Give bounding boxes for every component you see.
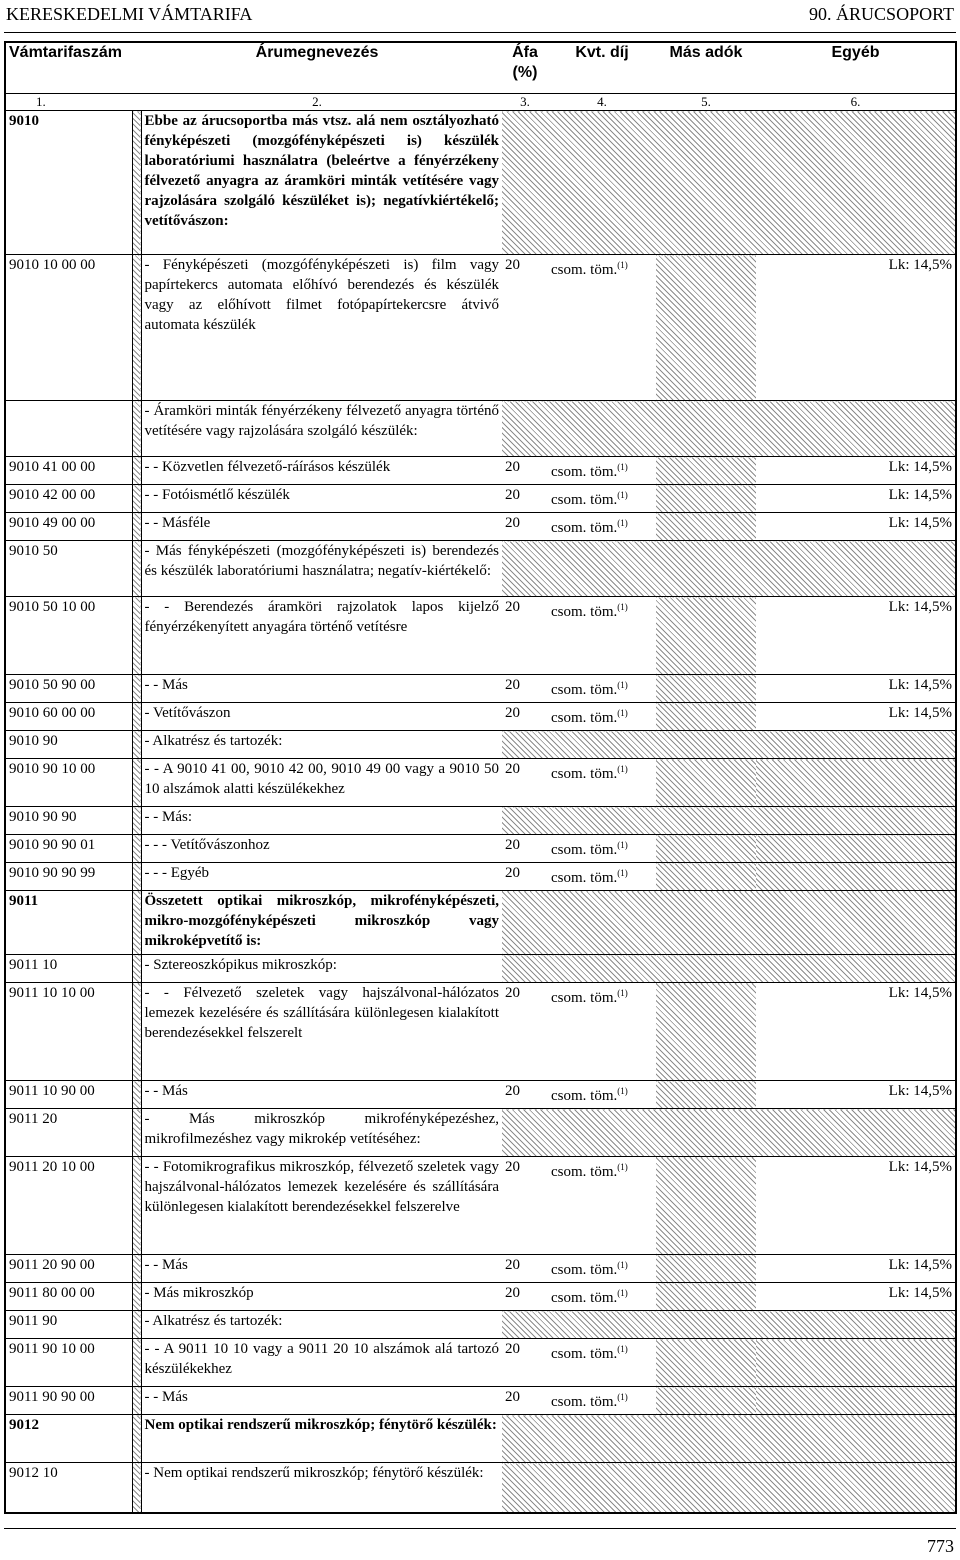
tariff-code: 9011 10 [5,955,132,983]
kvt-fee [548,983,656,1081]
tariff-description: - - - Vetítővászonhoz [141,835,502,863]
misc-value [756,1339,956,1387]
hatched-cell [656,983,756,1081]
column-header-row [5,42,956,94]
hatched-cells [502,1463,956,1513]
tariff-code: 9010 41 00 00 [5,457,132,485]
hatch-strip [132,1387,141,1415]
misc-value: Lk: 14,5% [756,1283,956,1311]
header-group: 90. ÁRUCSOPORT [809,4,954,24]
hatch-strip [132,485,141,513]
hatched-cells [502,1415,956,1463]
tariff-description: - - Fotomikrografikus mikroszkóp, félvezető szeletek vagy hajszálvonal-hálózatos lemezek kezelésére és szállítására különlegesen kialakított berendezésekkel felszerelve [141,1157,502,1255]
tariff-row [5,457,956,485]
vat-rate: 20 [502,597,548,675]
tariff-row [5,1255,956,1283]
tariff-description: - - A 9010 41 00, 9010 42 00, 9010 49 00 vagy a 9010 50 10 alszámok alatti készülékekhez [141,759,502,807]
hatch-strip [132,983,141,1081]
kvt-fee [548,835,656,863]
footnote-ref: (1) [617,708,628,718]
hatched-cells [502,807,956,835]
hatch-strip [132,1081,141,1109]
tariff-row [5,675,956,703]
tariff-code [5,401,132,457]
col-number: 4. [548,94,656,111]
kvt-fee [548,759,656,807]
tariff-description: - Vetítővászon [141,703,502,731]
vat-rate: 20 [502,1283,548,1311]
tariff-description: Összetett optikai mikroszkóp, mikrofényképészeti, mikro-mozgófényképészeti mikroszkóp vagy mikroképvetítő is: [141,891,502,955]
tariff-row [5,703,956,731]
kvt-fee [548,457,656,485]
vat-rate: 20 [502,1081,548,1109]
tariff-code: 9011 90 [5,1311,132,1339]
misc-value: Lk: 14,5% [756,255,956,401]
col-header-code: Vámtarifaszám [9,44,122,61]
misc-value: Lk: 14,5% [756,1157,956,1255]
kvt-fee [548,1157,656,1255]
tariff-description: - - Más [141,1255,502,1283]
tariff-row [5,807,956,835]
tariff-row [5,835,956,863]
hatched-cells [502,731,956,759]
kvt-fee [548,1283,656,1311]
hatch-strip [132,891,141,955]
tariff-row [5,1157,956,1255]
col-number: 1. [5,94,132,111]
col-header-other: Más adók [669,44,743,61]
hatch-strip [132,1283,141,1311]
vat-rate: 20 [502,1339,548,1387]
footnote-ref: (1) [617,680,628,690]
tariff-code: 9010 60 00 00 [5,703,132,731]
kvt-fee [548,597,656,675]
tariff-code: 9011 90 90 00 [5,1387,132,1415]
tariff-description: - - Berendezés áramköri rajzolatok lapos kijelző fényérzékenyített anyagára történő vetítésre [141,597,502,675]
tariff-row [5,513,956,541]
header-title: KERESKEDELMI VÁMTARIFA [6,4,253,24]
kvt-fee [548,485,656,513]
footnote-ref: (1) [617,1392,628,1402]
col-number: 2. [132,94,502,111]
footnote-ref: (1) [617,840,628,850]
col-number: 5. [656,94,756,111]
hatched-cell [656,513,756,541]
hatch-strip [132,111,141,255]
tariff-description: - Alkatrész és tartozék: [141,1311,502,1339]
tariff-row [5,1109,956,1157]
hatched-cells [502,401,956,457]
misc-value: Lk: 14,5% [756,1255,956,1283]
hatched-cells [502,1311,956,1339]
kvt-unit: csom. töm. [551,492,618,508]
tariff-description: Nem optikai rendszerű mikroszkóp; fénytörő készülék: [141,1415,502,1463]
tariff-code: 9011 20 90 00 [5,1255,132,1283]
vat-rate: 20 [502,835,548,863]
col-header-kvt: Kvt. díj [575,44,629,61]
kvt-fee [548,703,656,731]
tariff-code: 9010 49 00 00 [5,513,132,541]
hatch-strip [132,597,141,675]
kvt-unit: csom. töm. [551,710,618,726]
kvt-fee [548,1387,656,1415]
misc-value: Lk: 14,5% [756,485,956,513]
hatched-cells [502,111,956,255]
tariff-code: 9011 10 10 00 [5,983,132,1081]
hatch-strip [132,513,141,541]
tariff-row [5,1081,956,1109]
footnote-ref: (1) [617,868,628,878]
kvt-fee [548,675,656,703]
kvt-unit: csom. töm. [551,464,618,480]
tariff-description: - - Közvetlen félvezető-ráírásos készülék [141,457,502,485]
hatch-strip [132,1157,141,1255]
footnote-ref: (1) [617,490,628,500]
tariff-row [5,1463,956,1513]
hatch-strip [132,1415,141,1463]
hatched-cell [656,1339,756,1387]
footnote-ref: (1) [617,462,628,472]
hatched-cells [502,891,956,955]
tariff-description: - Sztereoszkópikus mikroszkóp: [141,955,502,983]
misc-value [756,835,956,863]
tariff-code: 9011 20 10 00 [5,1157,132,1255]
hatched-cell [656,1081,756,1109]
kvt-unit: csom. töm. [551,1290,618,1306]
hatched-cell [656,1255,756,1283]
kvt-unit: csom. töm. [551,682,618,698]
tariff-description: - - - Egyéb [141,863,502,891]
misc-value: Lk: 14,5% [756,983,956,1081]
misc-value [756,759,956,807]
hatched-cell [656,703,756,731]
tariff-description: - - Más [141,1081,502,1109]
hatch-strip [132,457,141,485]
footnote-ref: (1) [617,518,628,528]
footnote-ref: (1) [617,1344,628,1354]
kvt-unit: csom. töm. [551,990,618,1006]
tariff-code: 9010 10 00 00 [5,255,132,401]
tariff-description: - - Más [141,675,502,703]
footer-rule [4,1528,956,1529]
hatch-strip [132,731,141,759]
vat-rate: 20 [502,983,548,1081]
kvt-fee [548,1081,656,1109]
tariff-description: - - Fotóismétlő készülék [141,485,502,513]
col-number: 3. [502,94,548,111]
tariff-description: - - Másféle [141,513,502,541]
kvt-fee [548,255,656,401]
tariff-description: - Más mikroszkóp [141,1283,502,1311]
tariff-description: - Áramköri minták fényérzékeny félvezető anyagra történő vetítésére vagy rajzolására szolgáló készülék: [141,401,502,457]
hatch-strip [132,1109,141,1157]
tariff-row [5,1415,956,1463]
tariff-code: 9010 90 [5,731,132,759]
kvt-unit: csom. töm. [551,1346,618,1362]
hatch-strip [132,401,141,457]
tariff-code: 9010 50 [5,541,132,597]
kvt-fee [548,513,656,541]
vat-rate: 20 [502,513,548,541]
kvt-fee [548,1339,656,1387]
misc-value: Lk: 14,5% [756,597,956,675]
vat-rate: 20 [502,485,548,513]
hatched-cell [656,457,756,485]
misc-value: Lk: 14,5% [756,1081,956,1109]
hatch-strip [132,955,141,983]
tariff-row [5,863,956,891]
tariff-code: 9011 20 [5,1109,132,1157]
tariff-code: 9010 90 10 00 [5,759,132,807]
tariff-code: 9010 42 00 00 [5,485,132,513]
footnote-ref: (1) [617,1162,628,1172]
tariff-row [5,255,956,401]
kvt-unit: csom. töm. [551,1394,618,1410]
tariff-row [5,891,956,955]
kvt-fee [548,1255,656,1283]
tariff-row [5,541,956,597]
tariff-description: - Nem optikai rendszerű mikroszkóp; fénytörő készülék: [141,1463,502,1513]
misc-value: Lk: 14,5% [756,457,956,485]
hatch-strip [132,863,141,891]
kvt-unit: csom. töm. [551,870,618,886]
tariff-row [5,759,956,807]
footnote-ref: (1) [617,764,628,774]
tariff-code: 9011 90 10 00 [5,1339,132,1387]
hatch-strip [132,759,141,807]
col-header-misc: Egyéb [831,44,880,61]
tariff-code: 9011 80 00 00 [5,1283,132,1311]
hatched-cell [656,485,756,513]
vat-rate: 20 [502,457,548,485]
column-number-row [5,94,956,111]
tariff-row [5,111,956,255]
tariff-description: - Fényképészeti (mozgófényképészeti is) film vagy papírtekercs automata előhívó berendezés és készülék vagy az előhívott filmet fotópapírtekercsre átvivő automata készülék [141,255,502,401]
hatch-strip [132,255,141,401]
hatch-strip [132,703,141,731]
hatched-cell [656,863,756,891]
tariff-row [5,1311,956,1339]
hatch-strip [132,1463,141,1513]
misc-value [756,863,956,891]
kvt-unit: csom. töm. [551,604,618,620]
tariff-description: - - Más [141,1387,502,1415]
tariff-row [5,955,956,983]
hatched-cell [656,1157,756,1255]
kvt-unit: csom. töm. [551,842,618,858]
kvt-unit: csom. töm. [551,1262,618,1278]
vat-rate: 20 [502,703,548,731]
footnote-ref: (1) [617,260,628,270]
tariff-row [5,401,956,457]
tariff-description: Ebbe az árucsoportba más vtsz. alá nem osztályozható fényképészeti (mozgófényképészeti is) készülék laboratóriumi használatra (beleértve a fényérzékeny félvezető anyagra az áramköri minták vetítésére vagy rajzolására szolgáló készüléket is); negatívkiértékelő; vetítővászon: [141,111,502,255]
tariff-code: 9011 [5,891,132,955]
hatch-strip [132,1255,141,1283]
vat-rate: 20 [502,1387,548,1415]
hatched-cell [656,597,756,675]
misc-value: Lk: 14,5% [756,675,956,703]
footnote-ref: (1) [617,988,628,998]
footnote-ref: (1) [617,1260,628,1270]
page-header [4,0,956,33]
tariff-code: 9012 10 [5,1463,132,1513]
tariff-description: - - A 9011 10 10 vagy a 9011 20 10 alszámok alá tartozó készülékekhez [141,1339,502,1387]
hatched-cell [656,835,756,863]
col-number: 6. [756,94,956,111]
vat-rate: 20 [502,759,548,807]
tariff-description: - Más fényképészeti (mozgófényképészeti is) berendezés és készülék laboratóriumi használatra; negatív-kiértékelő: [141,541,502,597]
hatch-strip [132,1339,141,1387]
tariff-code: 9010 50 90 00 [5,675,132,703]
tariff-description: - Más mikroszkóp mikrofényképezéshez, mikrofilmezéshez vagy mikrokép vetítéséhez: [141,1109,502,1157]
footnote-ref: (1) [617,1086,628,1096]
tariff-row [5,597,956,675]
hatch-strip [132,541,141,597]
tariff-code: 9011 10 90 00 [5,1081,132,1109]
hatched-cell [656,1283,756,1311]
tariff-code: 9012 [5,1415,132,1463]
kvt-unit: csom. töm. [551,1164,618,1180]
vat-rate: 20 [502,255,548,401]
hatch-strip [132,675,141,703]
tariff-code: 9010 50 10 00 [5,597,132,675]
kvt-unit: csom. töm. [551,262,618,278]
kvt-unit: csom. töm. [551,1088,618,1104]
tariff-row [5,731,956,759]
vat-rate: 20 [502,1255,548,1283]
tariff-row [5,1283,956,1311]
tariff-row [5,1339,956,1387]
tariff-code: 9010 90 90 01 [5,835,132,863]
footnote-ref: (1) [617,1288,628,1298]
hatched-cell [656,1387,756,1415]
hatched-cells [502,1109,956,1157]
tariff-description: - - Más: [141,807,502,835]
misc-value: Lk: 14,5% [756,703,956,731]
col-header-vat: Áfa (%) [512,44,538,81]
hatched-cell [656,759,756,807]
hatched-cells [502,541,956,597]
kvt-fee [548,863,656,891]
hatch-strip [132,1311,141,1339]
hatch-strip [132,807,141,835]
misc-value: Lk: 14,5% [756,513,956,541]
vat-rate: 20 [502,675,548,703]
tariff-description: - - Félvezető szeletek vagy hajszálvonal-hálózatos lemezek kezelésére és szállítására különlegesen kialakított berendezésekkel felszerelt [141,983,502,1081]
tariff-code: 9010 [5,111,132,255]
vat-rate: 20 [502,1157,548,1255]
hatched-cell [656,255,756,401]
footnote-ref: (1) [617,602,628,612]
tariff-description: - Alkatrész és tartozék: [141,731,502,759]
misc-value [756,1387,956,1415]
hatched-cell [656,675,756,703]
kvt-unit: csom. töm. [551,520,618,536]
tariff-code: 9010 90 90 99 [5,863,132,891]
tariff-code: 9010 90 90 [5,807,132,835]
hatch-strip [132,835,141,863]
tariff-row [5,1387,956,1415]
kvt-unit: csom. töm. [551,766,618,782]
page-number: 773 [927,1536,954,1556]
tariff-table [4,41,957,1514]
hatched-cells [502,955,956,983]
vat-rate: 20 [502,863,548,891]
tariff-row [5,983,956,1081]
col-header-name: Árumegnevezés [255,44,379,61]
tariff-row [5,485,956,513]
